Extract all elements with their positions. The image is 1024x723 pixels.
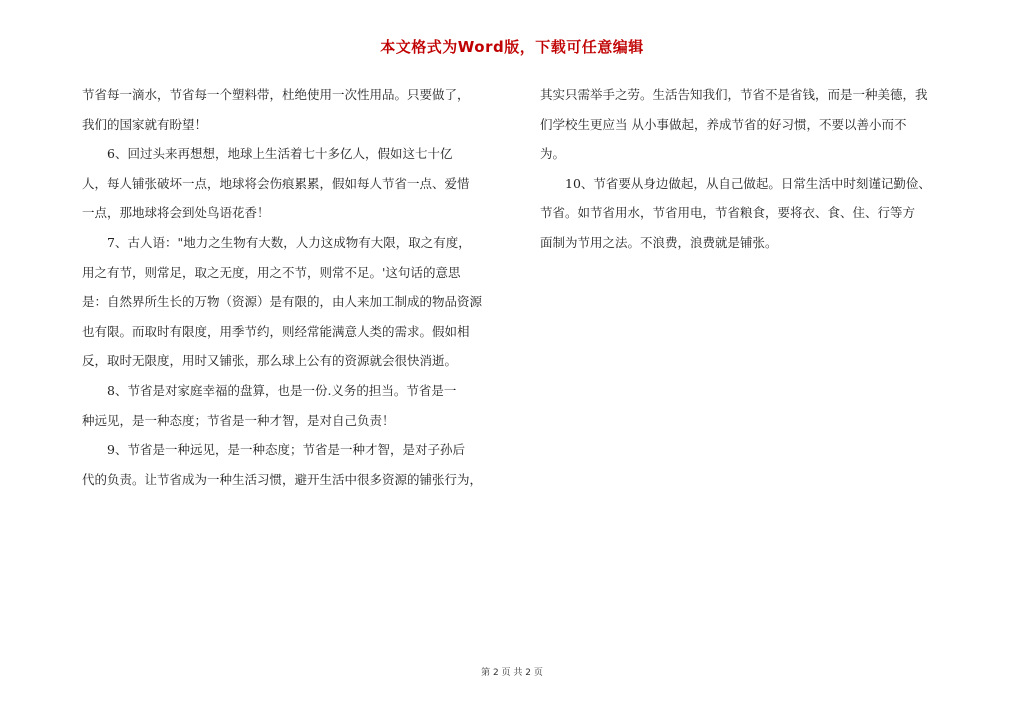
text-line: 节省。如节省用水，节省用电，节省粮食，要将衣、食、住、行等方 [540,205,916,221]
text-line: 7、古人语："地力之生物有大数，人力这成物有大限，取之有度， [82,234,471,250]
text-line: 6、回过头来再想想，地球上生活着七十多亿人，假如这七十亿 [82,146,453,162]
text-line: 一点，那地球将会到处鸟语花香！ [82,205,270,221]
text-line: 们学校生更应当 从小事做起，养成节省的好习惯，不要以善小而不 [540,116,907,132]
text-line: 也有限。而取时有限度，用季节约，则经常能满意人类的需求。假如相 [82,323,470,339]
text-line: 9、节省是一种远见，是一种态度；节省是一种才智，是对子孙后 [82,442,465,458]
document-header: 本文格式为Word版，下载可任意编辑 [380,38,644,56]
page-number: 第 2 页 共 2 页 [481,668,543,678]
text-line: 节省每一滴水，节省每一个塑料带，杜绝使用一次性用品。只要做了， [82,87,470,102]
text-line: 8、节省是对家庭幸福的盘算，也是一份.义务的担当。节省是一 [82,382,457,398]
left-column [82,80,522,494]
text-line: 人，每人铺张破坏一点，地球将会伤痕累累，假如每人节省一点、爱惜 [82,175,470,191]
text-line: 是：自然界所生长的万物（资源）是有限的，由人来加工制成的物品资源 [82,294,483,310]
text-line: 代的负责。让节省成为一种生活习惯，避开生活中很多资源的铺张行为， [82,471,483,487]
text-line: 反，取时无限度，用时又铺张，那么球上公有的资源就会很快消逝。 [82,353,458,369]
text-line: 其实只需举手之劳。生活告知我们，节省不是省钱，而是一种美德，我 [540,87,928,102]
right-column [540,80,980,258]
text-line: 我们的国家就有盼望！ [82,116,208,132]
text-line: 为。 [540,146,566,162]
text-line: 种远见，是一种态度；节省是一种才智，是对自己负责！ [82,412,395,428]
text-line: 10、节省要从身边做起，从自己做起。日常生活中时刻谨记勤俭、 [540,175,931,191]
text-line: 面制为节用之法。不浪费，浪费就是铺张。 [540,234,778,250]
text-line: 用之有节，则常足，取之无度，用之不节，则常不足。'这句话的意思 [82,264,461,280]
